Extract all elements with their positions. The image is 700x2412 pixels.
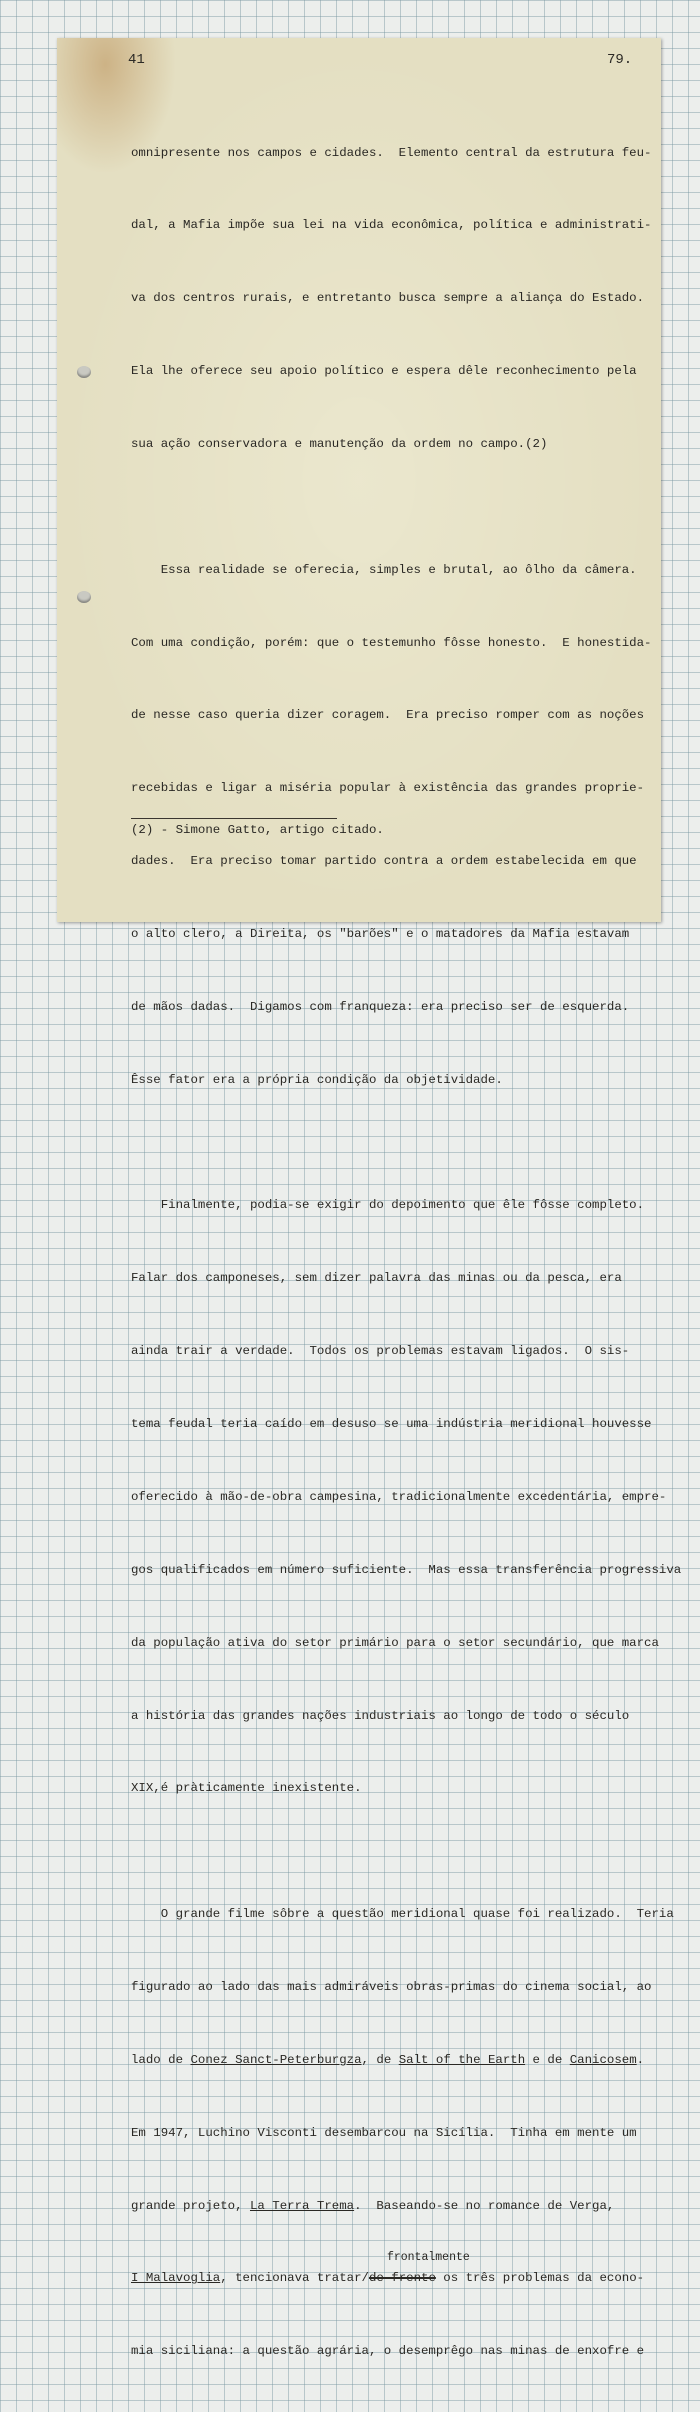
footnote: (2) - Simone Gatto, artigo citado. <box>131 823 384 837</box>
text-line: O grande filme sôbre a questão meridional quase foi realizado. Teria <box>131 1906 674 1921</box>
text-line: de nesse caso queria dizer coragem. Era preciso romper com as noções <box>131 708 645 723</box>
film-title: Salt of the Earth <box>398 2052 526 2067</box>
text-line-correction: I Malavoglia, tencionava tratar/ frontalmente de frente os três problemas da econo- <box>131 2251 645 2286</box>
text-line: mia siciliana: a questão agrária, o desemprêgo nas minas de enxofre e <box>131 2344 645 2359</box>
book-title: I Malavoglia <box>131 2271 221 2286</box>
text-line: dal, a Mafia impõe sua lei na vida econômica, política e administrati- <box>131 218 652 233</box>
text-line: gos qualificados em número suficiente. Mas essa transferência progressiva <box>131 1562 682 1577</box>
text-line: va dos centros rurais, e entretanto busca sempre a aliança do Estado. <box>131 291 645 306</box>
text-line: sua ação conservadora e manutenção da ordem no campo.(2) <box>131 437 548 452</box>
text-line: de mãos dadas. Digamos com franqueza: era preciso ser de esquerda. <box>131 999 630 1014</box>
text-line: a história das grandes nações industriais ao longo de todo o século <box>131 1708 630 1723</box>
punch-hole <box>77 591 91 603</box>
page-number-right: 79. <box>607 52 633 68</box>
text-line: Com uma condição, porém: que o testemunho fôsse honesto. E honestida- <box>131 635 652 650</box>
text-line-film-titles: lado de Conez Sanct-Peterburgza, de Salt of the Earth e de Canicosem. <box>131 2052 645 2067</box>
text-line: Ela lhe oferece seu apoio político e espera dêle reconhecimento pela <box>131 364 637 379</box>
text-line: Essa realidade se oferecia, simples e brutal, ao ôlho da câmera. <box>131 562 637 577</box>
text-line: Finalmente, podia-se exigir do depoimento que êle fôsse completo. <box>131 1198 645 1213</box>
struck-text: de frente <box>368 2271 436 2286</box>
text-line: da população ativa do setor primário para o setor secundário, que marca <box>131 1635 659 1650</box>
text-line: tema feudal teria caído em desuso se uma indústria meridional houvesse <box>131 1417 652 1432</box>
body-text <box>131 92 682 2412</box>
typewritten-page <box>57 38 682 2359</box>
text-line: Em 1947, Luchino Visconti desembarcou na Sicília. Tinha em mente um <box>131 2125 637 2140</box>
text-line: Falar dos camponeses, sem dizer palavra das minas ou da pesca, era <box>131 1271 622 1286</box>
text-line: o alto clero, a Direita, os "barões" e o matadores da Mafia estavam <box>131 927 630 942</box>
text-line: Êsse fator era a própria condição da objetividade. <box>131 1072 503 1087</box>
text-line: dades. Era preciso tomar partido contra a ordem estabelecida em que <box>131 854 637 869</box>
text-line: figurado ao lado das mais admiráveis obras-primas do cinema social, ao <box>131 1979 652 1994</box>
film-title: Conez Sanct-Peterburgza <box>190 2052 362 2067</box>
footnote-rule <box>131 818 337 819</box>
page-number-left: 41 <box>128 52 145 68</box>
film-title: La Terra Trema <box>249 2198 355 2213</box>
punch-hole <box>77 366 91 378</box>
handwritten-insertion: frontalmente <box>386 2251 470 2265</box>
text-line-film-title: grande projeto, La Terra Trema. Baseando-se no romance de Verga, <box>131 2198 615 2213</box>
text-line: XIX,é pràticamente inexistente. <box>131 1781 362 1796</box>
text-line: ainda trair a verdade. Todos os problemas estavam ligados. O sis- <box>131 1344 630 1359</box>
film-title: Canicosem <box>569 2052 637 2067</box>
text-line: omnipresente nos campos e cidades. Elemento central da estrutura feu- <box>131 145 652 160</box>
text-line: recebidas e ligar a miséria popular à existência das grandes proprie- <box>131 781 645 796</box>
text-line: oferecido à mão-de-obra campesina, tradicionalmente excedentária, empre- <box>131 1489 667 1504</box>
